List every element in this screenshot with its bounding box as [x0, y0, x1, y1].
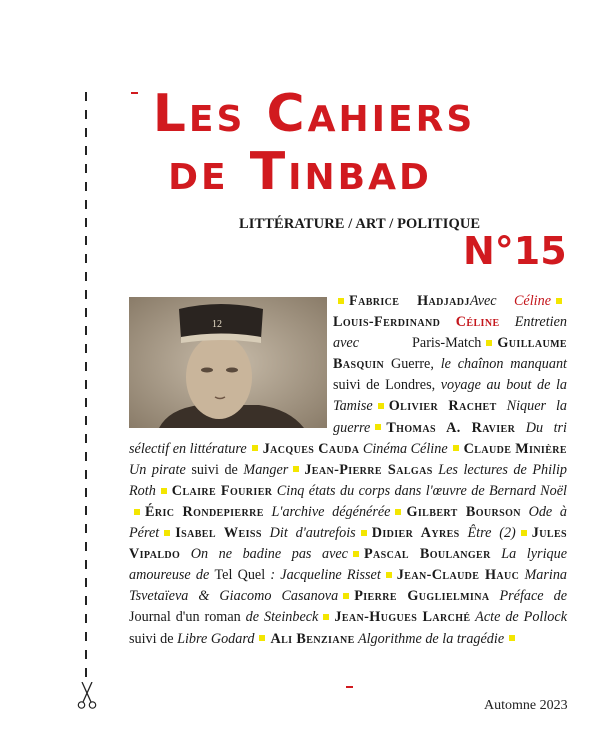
bullet-square-icon — [521, 530, 527, 536]
magazine-title-line1: Les Cahiers — [152, 84, 476, 144]
bullet-square-icon — [323, 614, 329, 620]
toc-author: Jean-Hugues Larché — [334, 609, 471, 626]
magazine-title-line2: de Tinbad — [168, 142, 432, 202]
toc-author: Louis-Ferdinand — [333, 314, 456, 331]
bullet-square-icon — [338, 298, 344, 304]
toc-title-segment: suivi de — [185, 461, 244, 478]
toc-title-segment: le chaînon manquant — [440, 356, 567, 373]
toc-title-segment: Céline — [513, 293, 551, 309]
bullet-square-icon — [259, 635, 265, 641]
toc-author: Pascal Boulanger — [363, 546, 491, 563]
toc-title-segment: Niquer la guerre — [333, 398, 567, 436]
toc-title-segment: Être (2) — [459, 525, 516, 542]
toc-title-segment: suivi de — [129, 630, 178, 647]
toc-title-segment: Journal d'un roman — [129, 609, 241, 626]
toc-title-segment: Paris-Match — [359, 335, 482, 352]
bullet-square-icon — [486, 340, 492, 346]
bullet-square-icon — [134, 509, 140, 515]
toc-author: Jules Vipaldo — [129, 525, 567, 563]
toc-author: Guillaume Basquin — [333, 335, 567, 373]
bullet-square-icon — [378, 403, 384, 409]
subtitle: LITTÉRATURE / ART / POLITIQUE — [239, 216, 481, 232]
bullet-square-icon — [386, 572, 392, 578]
toc-title-segment: Un pirate — [129, 461, 186, 478]
toc-author: Isabel Weiss — [175, 525, 262, 542]
bullet-square-icon — [343, 593, 349, 599]
toc-title-segment: Libre Godard — [177, 630, 255, 647]
toc-title-segment: suivi de Londres, — [333, 377, 441, 394]
toc-title-segment: voyage au bout de la Tamise — [333, 377, 567, 415]
bullet-square-icon — [395, 509, 401, 515]
toc-author: Jean-Pierre Salgas — [304, 461, 433, 478]
toc-title-segment: Entretien avec — [333, 314, 567, 352]
issue-number: N°15 — [463, 229, 567, 273]
table-of-contents — [129, 291, 567, 650]
red-dash-bottom — [346, 686, 353, 688]
bullet-square-icon — [375, 424, 381, 430]
bullet-square-icon — [361, 530, 367, 536]
toc-author: Éric Rondepierre — [145, 503, 264, 520]
toc-title-segment: de Steinbeck — [240, 609, 319, 626]
toc-title-segment: Cinéma Céline — [359, 440, 448, 457]
toc-author-highlight: Céline — [455, 314, 500, 331]
toc-title-segment: Acte de Pollock — [470, 609, 567, 626]
toc-title-segment: Cinq états du corps dans l'œuvre de Bernard Noël — [272, 482, 567, 499]
season-label: Automne 2023 — [484, 698, 568, 713]
toc-author: Claude Minière — [463, 440, 567, 457]
scissors-icon — [76, 682, 98, 710]
bullet-square-icon — [453, 445, 459, 451]
toc-title-segment: Préface de — [489, 588, 567, 605]
bullet-square-icon — [161, 488, 167, 494]
toc-title-segment: Ode à Péret — [129, 503, 567, 542]
bullet-square-icon — [252, 445, 258, 451]
toc-title-segment: Avec — [469, 293, 514, 309]
toc-author: Didier Ayres — [371, 525, 460, 542]
bullet-square-icon — [164, 530, 170, 536]
toc-author: Thomas A. Ravier — [386, 419, 516, 436]
toc-title-segment: : Jacqueline Risset — [265, 567, 381, 584]
bullet-square-icon — [556, 298, 562, 304]
toc-title-segment: Algorithme de la tragédie — [354, 630, 505, 647]
svg-text:12: 12 — [212, 319, 222, 330]
toc-title-segment: Les lectures de Philip Roth — [129, 461, 567, 499]
toc-author: Ali Benziane — [270, 630, 355, 647]
toc-title-segment: Marina Tsvetaïeva & Giacomo Casanova — [129, 567, 568, 605]
bullet-square-icon — [353, 551, 359, 557]
toc-author: Pierre Guglielmina — [354, 588, 490, 605]
toc-author: Jean-Claude Hauc — [396, 567, 520, 584]
toc-author: Jacques Cauda — [262, 440, 360, 457]
toc-title-segment: On ne badine pas avec — [180, 546, 348, 563]
toc-title-segment: Manger — [243, 461, 289, 478]
toc-title-segment: Guerre, — [384, 356, 441, 373]
toc-author: Fabrice Hadjadj — [349, 293, 470, 309]
toc-title-segment: La lyrique amoureuse de — [129, 546, 567, 584]
bullet-square-icon — [293, 466, 299, 472]
bullet-square-icon — [509, 635, 515, 641]
toc-author: Claire Fourier — [171, 482, 273, 499]
toc-author: Gilbert Bourson — [406, 503, 521, 520]
toc-title-segment: Du tri sélectif en littérature — [129, 419, 567, 457]
toc-title-segment: Tel Quel — [214, 567, 266, 584]
toc-title-segment: L'archive dégénérée — [263, 503, 391, 520]
toc-title-segment: Dit d'autrefois — [261, 525, 356, 542]
toc-author: Olivier Rachet — [388, 398, 497, 415]
